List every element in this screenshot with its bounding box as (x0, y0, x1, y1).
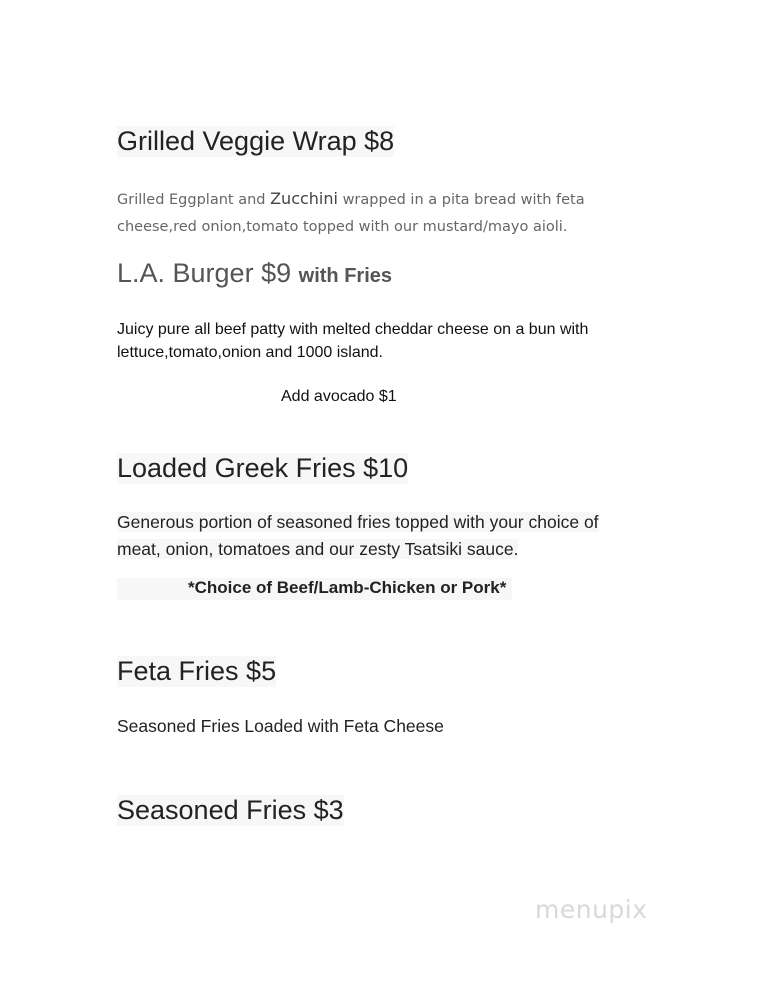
item-price: $3 (313, 795, 344, 825)
item-name: Seasoned Fries (117, 795, 307, 825)
item-price: $10 (363, 453, 409, 483)
item-description-la-burger: Juicy pure all beef patty with melted cheddar cheese on a bun with lettuce,tomato,onion and 1000 island. (117, 321, 589, 361)
item-price: $8 (364, 126, 395, 156)
item-title-loaded-greek-fries (117, 453, 408, 484)
item-price: $9 (261, 258, 292, 288)
item-title-seasoned-fries (117, 795, 344, 826)
item-title-la-burger (117, 258, 392, 289)
menupix-watermark: menupix (535, 895, 648, 924)
description-text: Generous portion of seasoned fries topped with your choice of meat, onion, tomatoes and our zesty Tsatsiki sauce. (117, 512, 599, 559)
item-price: $5 (246, 656, 277, 686)
item-name: L.A. Burger (117, 258, 254, 288)
description-text: Grilled Eggplant and (117, 192, 271, 208)
item-name: Feta Fries (117, 656, 239, 686)
item-description-loaded-greek-fries (117, 509, 647, 563)
item-addon-avocado: Add avocado $1 (281, 388, 397, 405)
item-description-grilled-veggie-wrap (117, 185, 657, 241)
item-subtitle: with Fries (298, 265, 393, 287)
item-name: Grilled Veggie Wrap (117, 126, 357, 156)
item-description-feta-fries: Seasoned Fries Loaded with Feta Cheese (117, 716, 444, 736)
description-text: wrapped in a pita bread with feta cheese,red onion,tomato topped with our mustard/mayo aioli. (117, 192, 585, 235)
item-note-meat-choice: *Choice of Beef/Lamb-Chicken or Pork* (117, 578, 512, 600)
item-name: Loaded Greek Fries (117, 453, 356, 483)
item-title-feta-fries (117, 656, 276, 687)
item-title-grilled-veggie-wrap (117, 126, 394, 157)
description-emphasis: Zucchini (270, 189, 338, 208)
